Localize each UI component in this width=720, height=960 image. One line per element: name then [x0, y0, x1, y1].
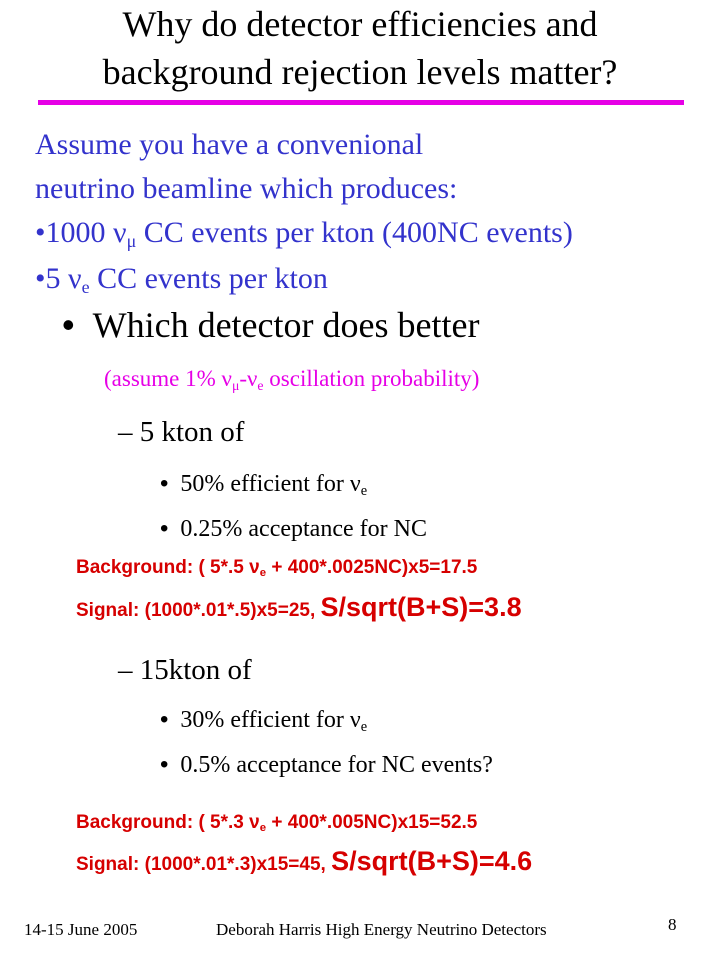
option1-item2: • 0.25% acceptance for NC: [160, 515, 427, 542]
option2-result: S/sqrt(B+S)=4.6: [331, 846, 533, 876]
page-number: 8: [668, 915, 677, 934]
option1-result: S/sqrt(B+S)=3.8: [320, 592, 522, 622]
intro-line2: neutrino beamline which produces:: [35, 172, 458, 205]
footer-author: Deborah Harris High Energy Neutrino Detectors: [216, 920, 547, 939]
option2-background: Background: ( 5*.3 $\nu_e + 400*.005NC)x15=52.5$: [76, 812, 478, 835]
option2-signal: Signal: (1000*.01*.3)x15=45, S/sqrt(B+S)=4.6: [76, 846, 533, 876]
question-bullet: • Which detector does better: [62, 304, 480, 345]
option1-heading: – 5 kton of: [118, 416, 245, 448]
slide-title-line2: background rejection levels matter?: [102, 52, 618, 92]
option2-heading: – 15kton of: [118, 654, 252, 686]
intro-line1: Assume you have a convenional: [35, 128, 424, 161]
slide-title-line1: Why do detector efficiencies and: [122, 4, 598, 44]
assume-note: (assume 1% $\nu_\mu-\nu_e$ oscillation probability): [104, 366, 480, 393]
option1-background: Background: ( 5*.5 $\nu_e + 400*.0025NC)x5=17.5$: [76, 557, 478, 580]
title-underline: [38, 100, 684, 105]
footer-date: 14-15 June 2005: [24, 920, 138, 939]
intro-bullet-2: •5 $\nu_e$ CC events per kton: [35, 262, 328, 298]
option1-signal: Signal: (1000*.01*.5)x5=25, S/sqrt(B+S)=3.8: [76, 592, 522, 622]
option2-item1: • 30% efficient for $\nu_e$: [160, 706, 368, 736]
option1-item1: • 50% efficient for $\nu_e$: [160, 470, 368, 500]
option2-item2: • 0.5% acceptance for NC events?: [160, 751, 493, 778]
intro-bullet-1: •1000 $\nu_\mu$ CC events per kton (400NC events): [35, 216, 573, 252]
